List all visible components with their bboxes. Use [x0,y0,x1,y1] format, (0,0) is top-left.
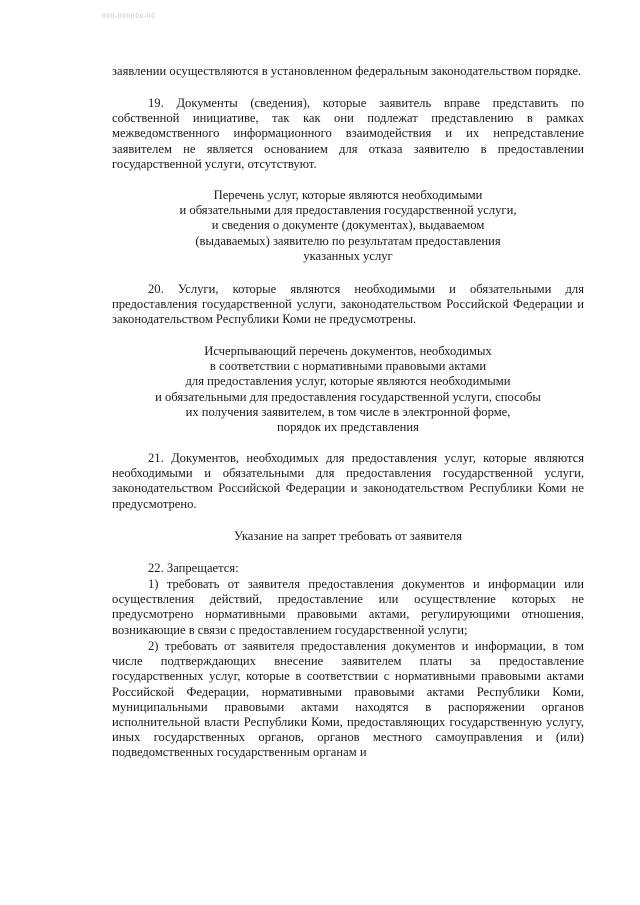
paragraph-text: 20. Услуги, которые являются необходимыми и обязательными для предоставления государственной услуги, законодательством Российской Федерации и законодательством Республики Коми не предусмотрены. [112,282,584,327]
heading-line: Перечень услуг, которые являются необходимыми [213,188,483,202]
heading-line: указанных услуг [303,248,393,263]
paragraph-text: заявлении осуществляются в установленном федеральным законодательством порядке. [112,64,582,78]
heading-line: Исчерпывающий перечень документов, необходимых [204,344,492,358]
paragraph-22 [112,561,584,576]
paragraph-text: 21. Документов, необходимых для предоставления услуг, которые являются необходимыми и обязательными для предоставления государственной услуги, законодательством Российской Федерации и законодательством Республики Коми не предусмотрено. [112,451,584,511]
heading-line: и обязательными для предоставления государственной услуги, способы [155,389,541,404]
paragraph-continuation [112,64,584,79]
paragraph-20 [112,282,584,328]
paragraph-text: 22. Запрещается: [148,561,239,575]
paragraph-text: 2) требовать от заявителя предоставления документов и информации, в том числе подтверждающих внесение заявителем платы за предоставление государственных услуг, которые в соответствии с нормативными правовыми актами Российской Федерации, нормативными правовыми актами Республики Коми, муниципальными правовыми актами находятся в распоряжении органов исполнительной власти Республики Коми, предоставляющих государственную услугу, иных государственных органов, органов местного самоуправления и (или) подведомственных государственным органам и [112,639,584,760]
heading-line: и сведения о документе (документах), выдаваемом [211,218,485,233]
heading-line: их получения заявителем, в том числе в электронной форме, [185,404,511,419]
section-heading-documents [112,344,584,435]
heading-line: Указание на запрет требовать от заявителя [234,529,462,543]
paragraph-19 [112,96,584,172]
heading-line: (выдаваемых) заявителю по результатам предоставления [195,233,501,248]
heading-line: в соответствии с нормативными правовыми актами [209,359,487,374]
heading-line: и обязательными для предоставления государственной услуги, [179,203,517,218]
heading-line: порядок их представления [277,420,419,435]
heading-line: для предоставления услуг, которые являются необходимыми [185,374,511,389]
paragraph-text: 1) требовать от заявителя предоставления документов и информации или осуществления действий, предоставление или осуществление которых не предусмотрено нормативными правовыми актами, регулирующими отношения, возникающие в связи с предоставлением государственной услуги; [112,577,584,637]
paragraph-21 [112,451,584,512]
paragraph-22-item-1 [112,577,584,638]
paragraph-22-item-2 [112,639,584,761]
paragraph-text: 19. Документы (сведения), которые заявитель вправе представить по собственной инициативе, так как они подлежат представлению в рамках межведомственного информационного взаимодействия и их непредставление заявителем не является основанием для отказа заявителю в предоставлении государственной услуги, отсутствуют. [112,96,584,171]
header-stamp: 000-000000-00 [102,14,156,20]
section-heading-services [112,188,584,264]
section-heading-prohibition [112,529,584,544]
